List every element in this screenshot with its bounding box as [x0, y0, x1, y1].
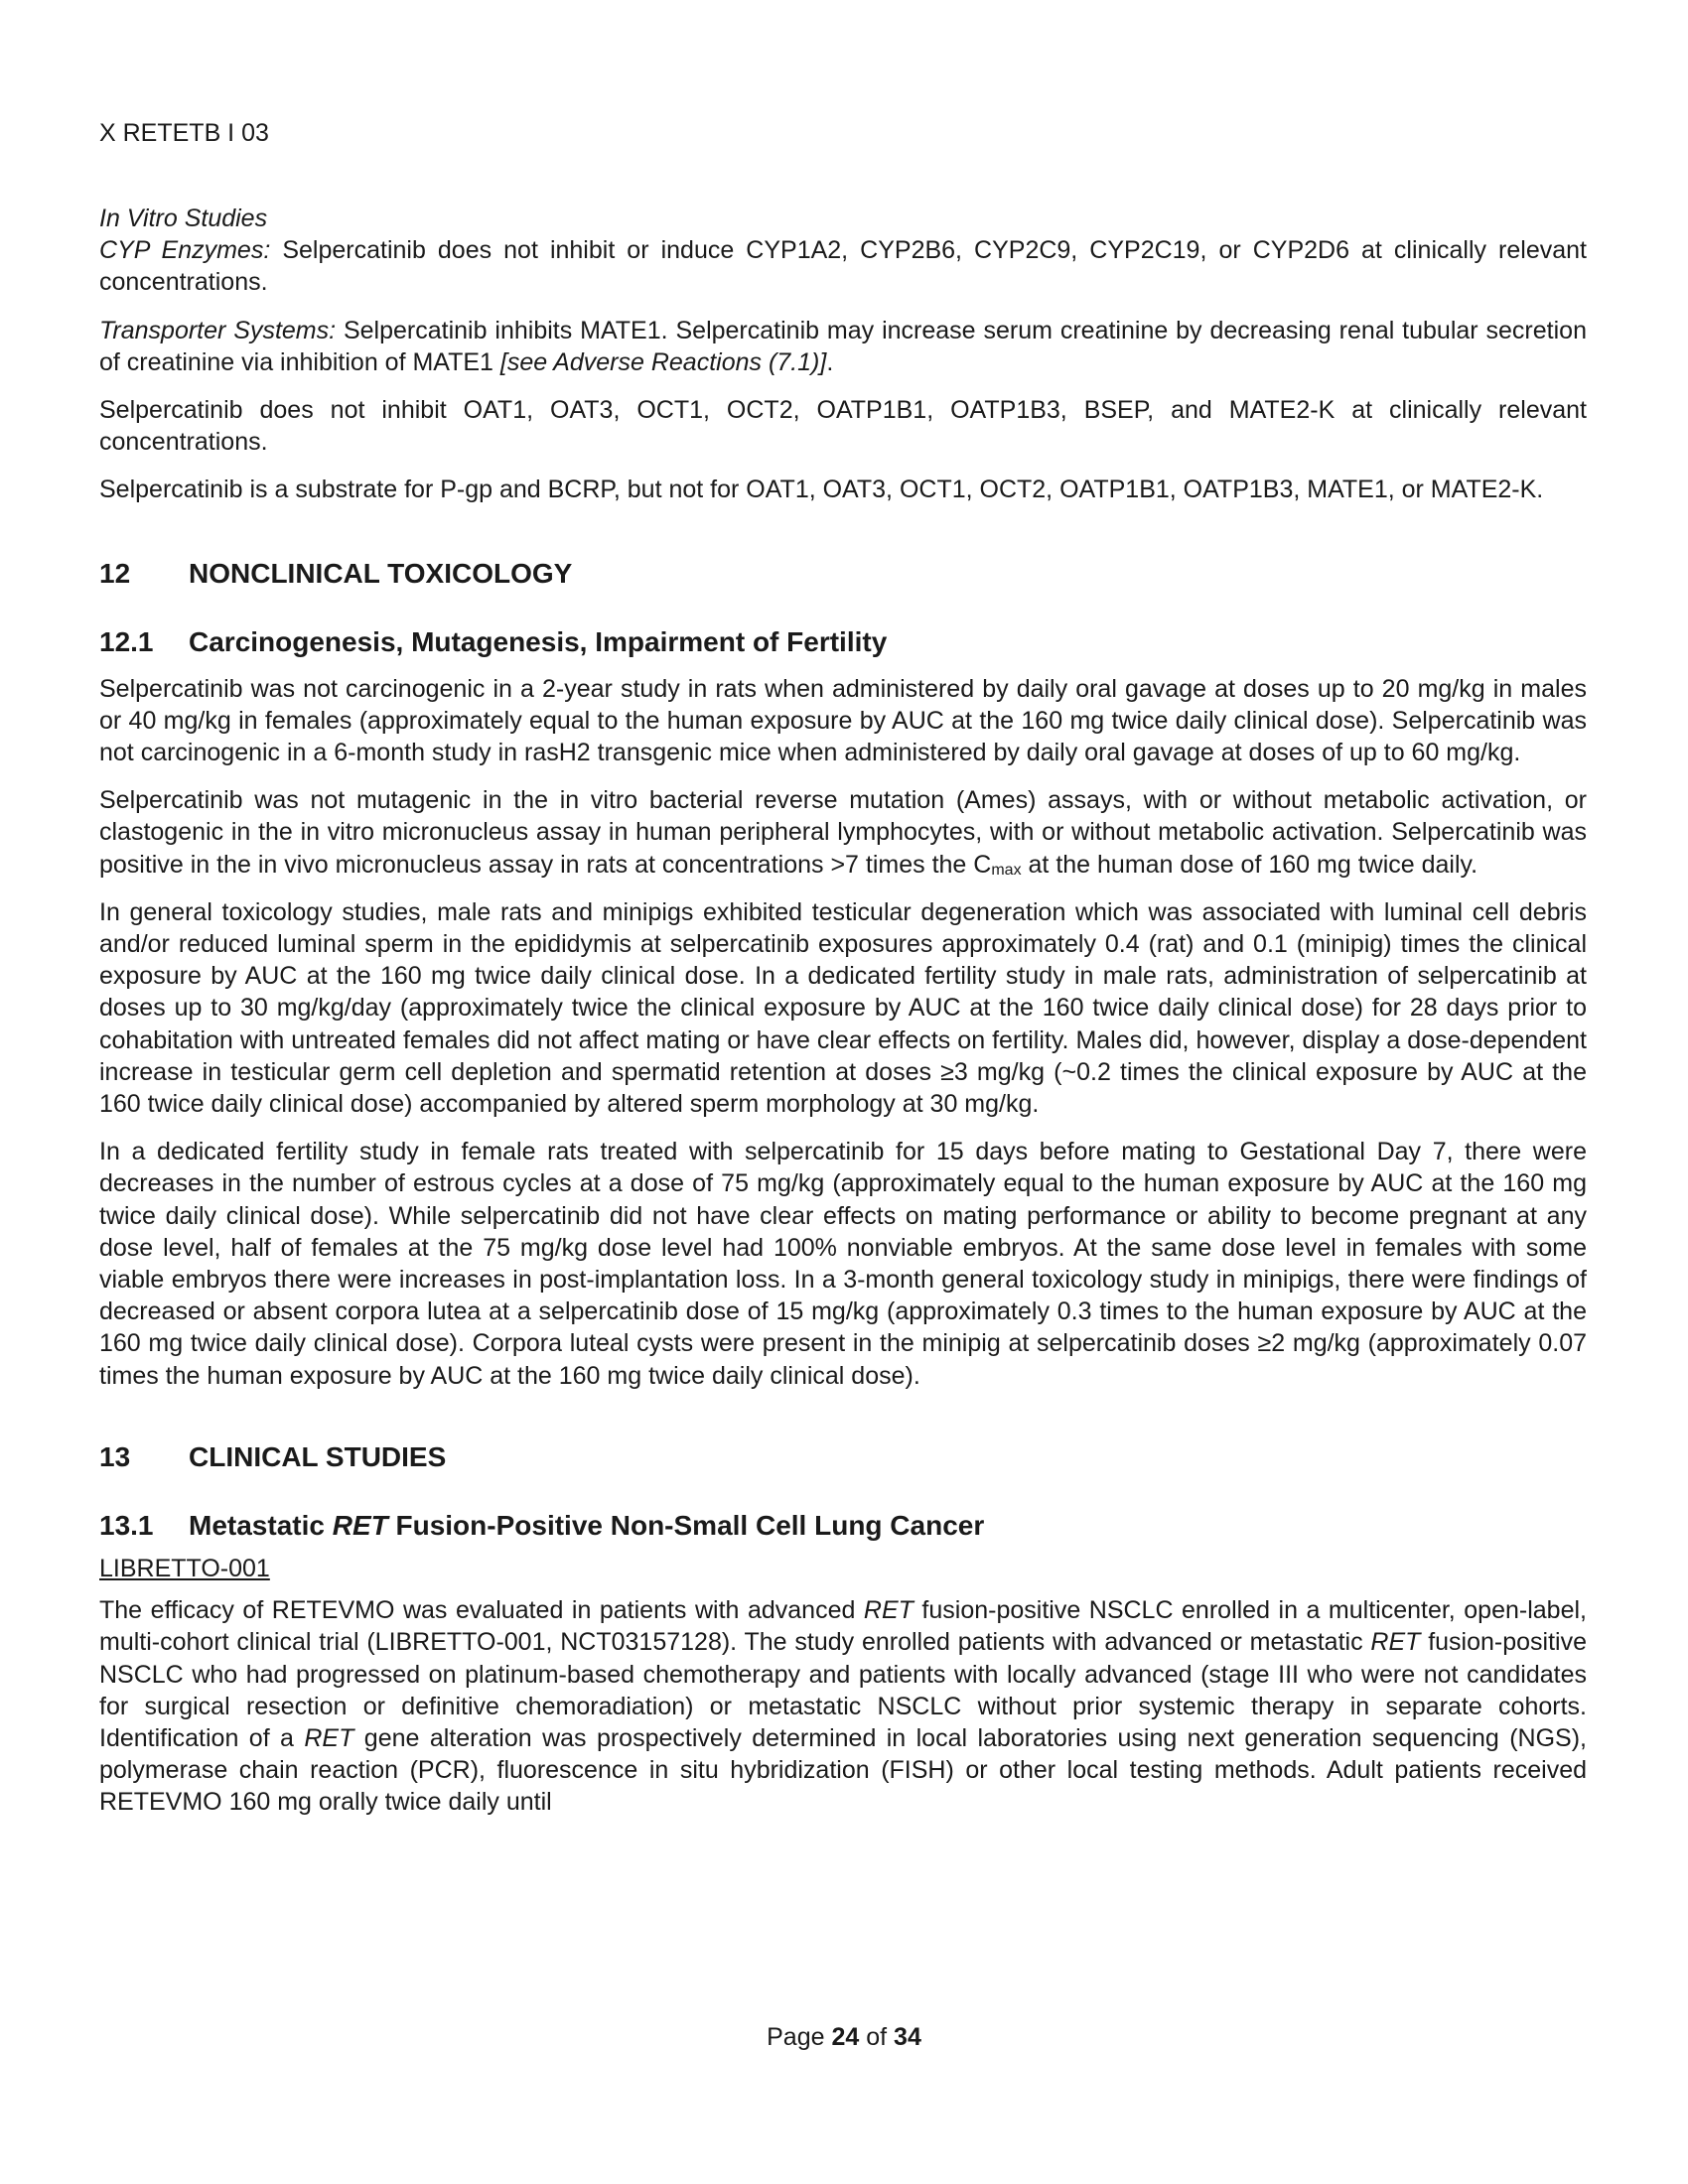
transporter-systems-paragraph: [99, 315, 1587, 378]
section-13-1-title-ret: RET: [332, 1509, 388, 1541]
section-12-1-number: 12.1: [99, 625, 154, 657]
of-word: of: [866, 2023, 888, 2051]
section-13-heading: [99, 1439, 1587, 1475]
female-fertility-paragraph: In a dedicated fertility study in female rats treated with selpercatinib for 15 days before mating to Gestational Day 7, there were decreases in the number of estrous cycles at a dose of 75 mg/kg (approximately equal to the human exposure by AUC at the 160 mg twice daily clinical dose). While selpercatinib did not have clear effects on mating performance or ability to become pregnant at any dose level, half of females at the 75 mg/kg dose level had 100% nonviable embryos. At the same dose level in females with some viable embryos there were increases in post-implantation loss. In a 3-month general toxicology study in minipigs, there were findings of decreased or absent corpora lutea at a selpercatinib dose of 15 mg/kg (approximately 0.3 times to the human exposure by AUC at the 160 mg twice daily clinical dose). Corpora luteal cysts were present in the minipig at selpercatinib doses ≥2 mg/kg (approximately 0.07 times the human exposure by AUC at the 160 mg twice daily clinical dose).: [99, 1138, 1587, 1390]
ret-term: RET: [863, 1596, 914, 1625]
transporter-period: .: [826, 347, 834, 376]
carcinogenicity-paragraph: Selpercatinib was not carcinogenic in a 2-year study in rats when administered by daily oral gavage at doses up to 20 mg/kg in males or 40 mg/kg in females (approximately equal to the human exposure by AUC at the 160 mg twice daily clinical dose). Selpercatinib was not carcinogenic in a 6-month study in rasH2 transgenic mice when administered by daily oral gavage at doses of up to 60 mg/kg.: [99, 674, 1587, 767]
efficacy-text-a: The efficacy of RETEVMO was evaluated in patients with advanced: [99, 1596, 864, 1625]
cmax-subscript: max: [991, 861, 1022, 879]
section-12-1-title: Carcinogenesis, Mutagenesis, Impairment of Fertility: [189, 625, 888, 657]
page-footer: [0, 2020, 1688, 2054]
section-13-1-number: 13.1: [99, 1509, 154, 1541]
inhibition-paragraph: Selpercatinib does not inhibit OAT1, OAT3, OCT1, OCT2, OATP1B1, OATP1B3, BSEP, and MATE2-K at clinically relevant concentrations.: [99, 396, 1587, 457]
transporter-systems-text: Selpercatinib inhibits MATE1. Selpercatinib may increase serum creatinine by decreasing renal tubular secretion of creatinine via inhibition of MATE1: [99, 316, 1587, 376]
efficacy-text-d: gene alteration was prospectively determined in local laboratories using next generation sequencing (NGS), polymerase chain reaction (PCR), fluorescence in situ hybridization (FISH) or other local testing methods. Adult patients received RETEVMO 160 mg orally twice daily until: [99, 1723, 1587, 1817]
section-12-title: NONCLINICAL TOXICOLOGY: [189, 557, 573, 589]
document-code: X RETETB I 03: [99, 119, 269, 147]
transporter-systems-label: Transporter Systems:: [99, 316, 337, 344]
cyp-enzymes-text: Selpercatinib does not inhibit or induce CYP1A2, CYP2B6, CYP2C9, CYP2C19, or CYP2D6 at clinically relevant concentrations.: [99, 236, 1587, 297]
cyp-enzymes-paragraph: [99, 234, 1587, 298]
section-12-heading: [99, 556, 1587, 592]
libretto-efficacy-paragraph: [99, 1594, 1587, 1818]
page-content: [99, 203, 1587, 1835]
mutagenicity-paragraph: [99, 784, 1587, 881]
ret-term: RET: [1370, 1628, 1421, 1657]
section-13-1-title-post: Fusion-Positive Non-Small Cell Lung Cancer: [387, 1509, 985, 1541]
section-13-1-heading: [99, 1508, 1587, 1544]
trial-name: LIBRETTO-001: [99, 1554, 270, 1582]
section-13-title: CLINICAL STUDIES: [189, 1440, 447, 1472]
total-pages-number: 34: [894, 2023, 921, 2051]
mutagenicity-text-end: at the human dose of 160 mg twice daily.: [1021, 850, 1478, 879]
section-12-1-heading: [99, 624, 1587, 660]
section-13-number: 13: [99, 1440, 131, 1472]
in-vitro-heading: In Vitro Studies: [99, 205, 268, 232]
substrate-paragraph: Selpercatinib is a substrate for P-gp and BCRP, but not for OAT1, OAT3, OCT1, OCT2, OATP1B1, OATP1B3, MATE1, or MATE2-K.: [99, 476, 1544, 504]
adverse-reactions-reference: [see Adverse Reactions (7.1)]: [499, 347, 827, 376]
page-word: Page: [767, 2023, 825, 2051]
section-12-number: 12: [99, 557, 131, 589]
ret-term: RET: [304, 1723, 354, 1752]
efficacy-text-b: fusion-positive NSCLC enrolled in a multicenter, open-label, multi-cohort clinical trial (LIBRETTO-001, NCT03157128). The study enrolled patients with advanced or metastatic: [99, 1596, 1587, 1657]
cyp-enzymes-label: CYP Enzymes:: [99, 236, 271, 265]
section-13-1-title: [189, 1508, 984, 1544]
section-13-1-title-pre: Metastatic: [189, 1509, 333, 1541]
male-fertility-paragraph: In general toxicology studies, male rats and minipigs exhibited testicular degeneration which was associated with luminal cell debris and/or reduced luminal sperm in the epididymis at selpercatinib exposures approximately 0.4 (rat) and 0.1 (minipig) times the clinical exposure by AUC at the 160 mg twice daily clinical dose. In a dedicated fertility study in male rats, administration of selpercatinib at doses up to 30 mg/kg/day (approximately twice the clinical exposure by AUC at the 160 twice daily clinical dose) for 28 days prior to cohabitation with untreated females did not affect mating or have clear effects on fertility. Males did, however, display a dose-dependent increase in testicular germ cell depletion and spermatid retention at doses ≥3 mg/kg (~0.2 times the clinical exposure by AUC at the 160 twice daily clinical dose) accompanied by altered sperm morphology at 30 mg/kg.: [99, 897, 1587, 1119]
current-page-number: 24: [831, 2023, 860, 2051]
efficacy-text-c: fusion-positive NSCLC who had progressed on platinum-based chemotherapy and patients with locally advanced (stage III who were not candidates for surgical resection or definitive chemoradiation) or metastatic NSCLC without prior systemic therapy in separate cohorts. Identification of a: [99, 1628, 1588, 1752]
mutagenicity-text: Selpercatinib was not mutagenic in the in vitro bacterial reverse mutation (Ames) assays, with or without metabolic activation, or clastogenic in the in vitro micronucleus assay in human peripheral lymphocytes, with or without metabolic activation. Selpercatinib was positive in the in vivo micronucleus assay in rats at concentrations >7 times the C: [99, 786, 1587, 879]
